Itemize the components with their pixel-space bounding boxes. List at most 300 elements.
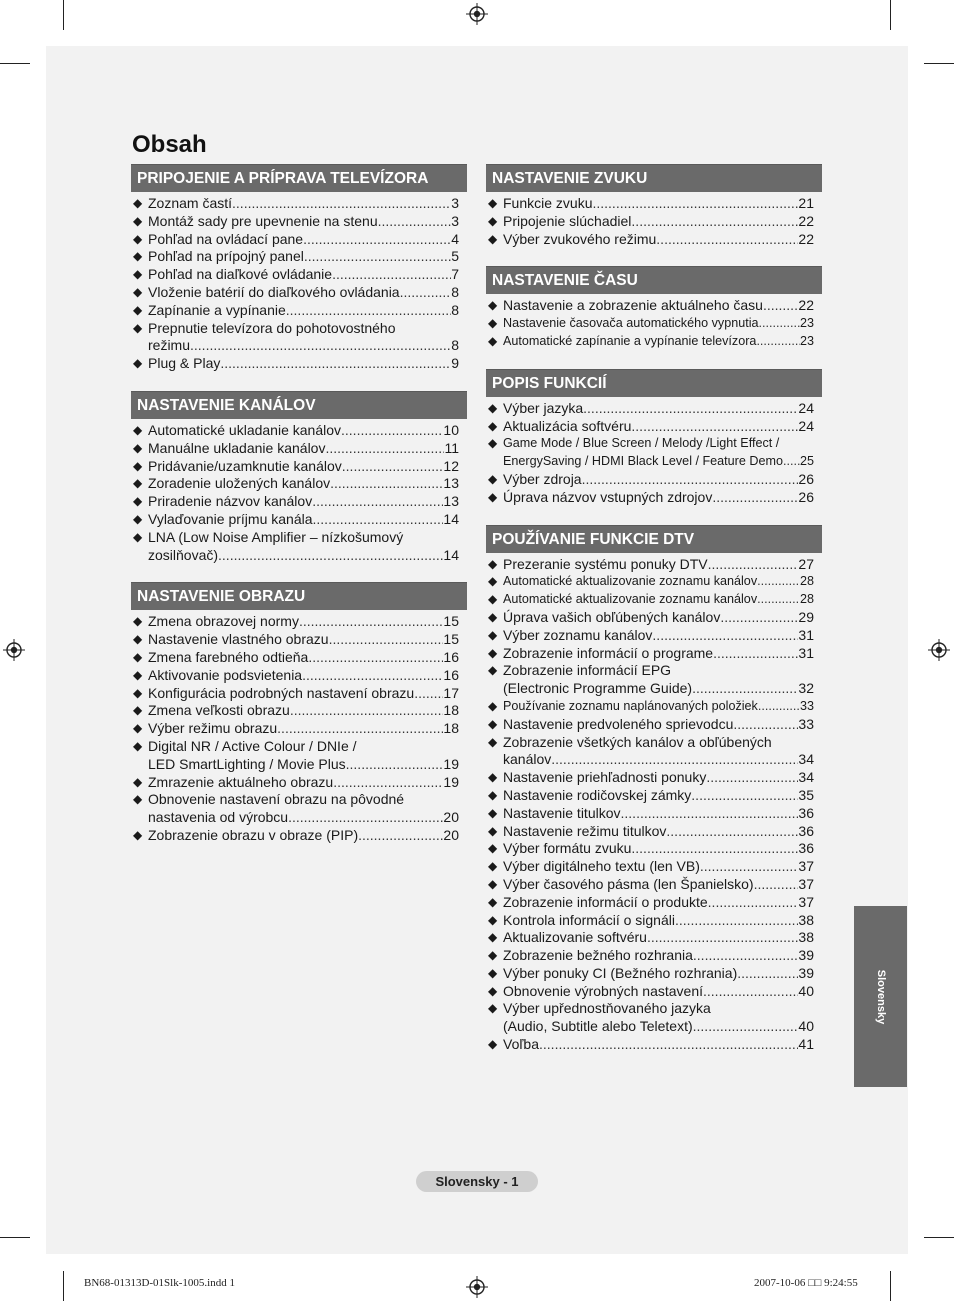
- toc-entry[interactable]: [488, 556, 814, 574]
- dot-leader: [666, 823, 798, 841]
- toc-page-number: 26: [798, 488, 814, 505]
- toc-entry-line: [148, 702, 459, 720]
- toc-page-number: 7: [451, 266, 459, 283]
- diamond-bullet-icon: ◆: [133, 721, 143, 736]
- toc-page-number: 20: [443, 809, 459, 826]
- dot-leader: [304, 248, 451, 266]
- toc-entry[interactable]: [488, 231, 814, 249]
- toc-entry[interactable]: [488, 213, 814, 231]
- diamond-bullet-icon: ◆: [133, 284, 143, 299]
- diamond-bullet-icon: ◆: [133, 511, 143, 526]
- toc-entry-line: [148, 302, 459, 320]
- toc-page-number: 10: [443, 421, 459, 438]
- dot-leader: [631, 418, 798, 436]
- toc-entry-line: [503, 195, 814, 213]
- toc-page-number: 26: [798, 470, 814, 487]
- toc-entry[interactable]: [133, 302, 459, 320]
- toc-entry-line: [148, 320, 459, 338]
- toc-entry-label: Úprava vašich obľúbených kanálov: [503, 608, 721, 625]
- toc-entry-line: [148, 195, 459, 213]
- toc-page-number: 32: [798, 680, 814, 697]
- toc-entry-label: Zmrazenie aktuálneho obrazu: [148, 773, 334, 790]
- toc-page-number: 33: [798, 715, 814, 732]
- dot-leader: [708, 556, 799, 574]
- toc-page-number: 5: [451, 248, 459, 265]
- diamond-bullet-icon: ◆: [488, 894, 498, 909]
- toc-entry-line: [148, 493, 459, 511]
- toc-section: [131, 164, 467, 373]
- toc-entry[interactable]: [133, 195, 459, 213]
- toc-entry[interactable]: [133, 422, 459, 440]
- section-heading: NASTAVENIE ZVUKU: [486, 164, 822, 192]
- toc-entry-line: [148, 631, 459, 649]
- toc-entry[interactable]: [488, 983, 814, 1001]
- dot-leader: [759, 315, 800, 333]
- toc-page-number: 39: [798, 947, 814, 964]
- toc-page-number: 11: [444, 439, 459, 456]
- toc-entry-line: [503, 983, 814, 1001]
- dot-leader: [763, 297, 798, 315]
- toc-page-number: 23: [799, 316, 814, 331]
- toc-entry-label: Obnovenie nastavení obrazu na pôvodné: [148, 791, 405, 808]
- toc-entry-line: [148, 422, 459, 440]
- toc-entry[interactable]: [133, 529, 459, 565]
- toc-section: [486, 266, 822, 350]
- toc-entry-line: [148, 547, 459, 565]
- dot-leader: [652, 627, 798, 645]
- dot-leader: [342, 458, 444, 476]
- toc-entry-line: [503, 1018, 814, 1036]
- diamond-bullet-icon: ◆: [133, 494, 143, 509]
- toc-entry[interactable]: [488, 609, 814, 627]
- toc-entry-label: Výber režimu obrazu: [148, 720, 278, 737]
- dot-leader: [757, 591, 800, 609]
- toc-entry-label: Výber formátu zvuku: [503, 840, 632, 857]
- toc-entry-line: [503, 400, 814, 418]
- toc-entry-list: [131, 192, 467, 373]
- diamond-bullet-icon: ◆: [133, 614, 143, 629]
- toc-entry-label: LED SmartLighting / Movie Plus: [148, 755, 346, 772]
- toc-entry[interactable]: [133, 440, 459, 458]
- crop-mark: [924, 63, 954, 64]
- toc-entry-label: Vylaďovanie príjmu kanála: [148, 510, 313, 527]
- diamond-bullet-icon: ◆: [488, 663, 498, 678]
- dot-leader: [220, 355, 451, 373]
- diamond-bullet-icon: ◆: [488, 418, 498, 433]
- toc-entry[interactable]: [133, 667, 459, 685]
- diamond-bullet-icon: ◆: [488, 876, 498, 891]
- toc-entry-label: Výber ponuky CI (Bežného rozhrania): [503, 964, 738, 981]
- toc-entry[interactable]: [488, 627, 814, 645]
- toc-entry-line: [503, 315, 814, 333]
- toc-entry[interactable]: [133, 720, 459, 738]
- toc-entry[interactable]: [133, 702, 459, 720]
- dot-leader: [332, 266, 451, 284]
- dot-leader: [313, 511, 444, 529]
- toc-entry-line: [148, 440, 459, 458]
- toc-section: [486, 369, 822, 507]
- toc-entry-line: [503, 573, 814, 591]
- diamond-bullet-icon: ◆: [488, 436, 498, 451]
- toc-entry-list: [131, 610, 467, 844]
- toc-entry-label: Voľba: [503, 1036, 540, 1053]
- toc-entry-line: [503, 471, 814, 489]
- toc-section: [131, 582, 467, 844]
- dot-leader: [693, 1018, 799, 1036]
- toc-entry-label: LNA (Low Noise Amplifier – nízkošumový: [148, 528, 404, 545]
- toc-entry-line: [148, 667, 459, 685]
- toc-entry-label: Pripojenie slúchadiel: [503, 212, 632, 229]
- toc-entry-line: [503, 698, 814, 716]
- toc-entry[interactable]: [133, 774, 459, 792]
- dot-leader: [700, 858, 799, 876]
- toc-entry[interactable]: [133, 475, 459, 493]
- toc-page-number: 41: [798, 1036, 814, 1053]
- toc-entry[interactable]: [488, 965, 814, 983]
- toc-entry-label: Nastavenie vlastného obrazu: [148, 631, 329, 648]
- diamond-bullet-icon: ◆: [488, 556, 498, 571]
- toc-entry-line: [503, 734, 814, 752]
- diamond-bullet-icon: ◆: [133, 249, 143, 264]
- toc-entry[interactable]: [133, 284, 459, 302]
- diamond-bullet-icon: ◆: [488, 859, 498, 874]
- toc-entry-line: [148, 756, 459, 774]
- toc-entry-label: Manuálne ukladanie kanálov: [148, 439, 326, 456]
- toc-entry[interactable]: [488, 489, 814, 507]
- toc-page-number: 31: [798, 626, 814, 643]
- toc-page-number: 14: [443, 510, 459, 527]
- toc-entry[interactable]: [133, 493, 459, 511]
- dot-leader: [414, 685, 443, 703]
- toc-entry-line: [503, 609, 814, 627]
- toc-page-number: 37: [798, 893, 814, 910]
- toc-entry[interactable]: [488, 716, 814, 734]
- toc-section: [486, 525, 822, 1054]
- toc-entry-label: Používanie zoznamu naplánovaných položiek: [503, 698, 758, 713]
- toc-page-number: 8: [451, 301, 459, 318]
- dot-leader: [325, 440, 444, 458]
- dot-leader: [703, 983, 798, 1001]
- toc-entry-line: [148, 213, 459, 231]
- toc-entry[interactable]: [488, 894, 814, 912]
- toc-entry[interactable]: [488, 912, 814, 930]
- toc-entry-list: [486, 553, 822, 1054]
- toc-entry[interactable]: [488, 333, 814, 351]
- registration-mark-icon: [3, 639, 25, 661]
- toc-page-number: 38: [798, 929, 814, 946]
- toc-entry-label: Zobrazenie bežného rozhrania: [503, 947, 693, 964]
- diamond-bullet-icon: ◆: [488, 965, 498, 980]
- toc-entry[interactable]: [133, 266, 459, 284]
- diamond-bullet-icon: ◆: [133, 649, 143, 664]
- toc-page-number: 17: [443, 684, 459, 701]
- toc-entry[interactable]: [133, 511, 459, 529]
- toc-entry[interactable]: [488, 787, 814, 805]
- language-side-tab: [854, 906, 907, 1087]
- toc-entry-line: [503, 787, 814, 805]
- toc-entry[interactable]: [488, 1036, 814, 1054]
- diamond-bullet-icon: ◆: [488, 930, 498, 945]
- toc-entry[interactable]: [133, 320, 459, 356]
- toc-page-number: 12: [443, 457, 459, 474]
- diamond-bullet-icon: ◆: [488, 231, 498, 246]
- toc-entry-line: [503, 947, 814, 965]
- toc-entry-line: [148, 685, 459, 703]
- toc-entry[interactable]: [488, 734, 814, 770]
- toc-entry-line: [503, 751, 814, 769]
- toc-entry-label: Zmena veľkosti obrazu: [148, 702, 290, 719]
- toc-entry-line: [503, 453, 814, 471]
- toc-entry-label: Aktualizovanie softvéru: [503, 929, 647, 946]
- dot-leader: [308, 649, 443, 667]
- dot-leader: [713, 645, 798, 663]
- dot-leader: [288, 809, 443, 827]
- toc-entry-line: [148, 337, 459, 355]
- diamond-bullet-icon: ◆: [133, 267, 143, 282]
- crop-mark: [63, 0, 64, 30]
- toc-entry-line: [148, 511, 459, 529]
- toc-entry-line: [148, 791, 459, 809]
- diamond-bullet-icon: ◆: [133, 774, 143, 789]
- toc-entry-label: Výber zdroja: [503, 470, 582, 487]
- toc-entry[interactable]: [133, 649, 459, 667]
- diamond-bullet-icon: ◆: [133, 632, 143, 647]
- toc-entry[interactable]: [133, 213, 459, 231]
- toc-entry[interactable]: [488, 471, 814, 489]
- toc-entry-label: Nastavenie režimu titulkov: [503, 822, 667, 839]
- toc-entry[interactable]: [488, 195, 814, 213]
- toc-entry-line: [503, 965, 814, 983]
- dot-leader: [733, 716, 798, 734]
- toc-entry-label: Pridávanie/uzamknutie kanálov: [148, 457, 342, 474]
- diamond-bullet-icon: ◆: [133, 422, 143, 437]
- toc-entry-label: Zobrazenie všetkých kanálov a obľúbených: [503, 733, 772, 750]
- dot-leader: [783, 453, 800, 471]
- toc-entry[interactable]: [133, 458, 459, 476]
- toc-entry[interactable]: [488, 573, 814, 591]
- toc-page-number: 28: [799, 574, 814, 589]
- section-heading: NASTAVENIE ČASU: [486, 266, 822, 294]
- toc-entry-label: Funkcie zvuku: [503, 195, 593, 211]
- toc-entry-label: Výber jazyka: [503, 399, 584, 416]
- toc-entry[interactable]: [488, 418, 814, 436]
- toc-entry[interactable]: [133, 231, 459, 249]
- crop-mark: [63, 1271, 64, 1301]
- toc-entry-line: [148, 475, 459, 493]
- diamond-bullet-icon: ◆: [133, 703, 143, 718]
- diamond-bullet-icon: ◆: [488, 912, 498, 927]
- toc-entry[interactable]: [488, 805, 814, 823]
- toc-entry-label: Obnovenie výrobných nastavení: [503, 982, 704, 999]
- toc-entry[interactable]: [133, 738, 459, 774]
- diamond-bullet-icon: ◆: [488, 609, 498, 624]
- toc-entry[interactable]: [488, 297, 814, 315]
- dot-leader: [757, 573, 800, 591]
- toc-entry-label: Montáž sady pre upevnenie na stenu: [148, 212, 378, 229]
- dot-leader: [647, 929, 798, 947]
- toc-page-number: 15: [443, 631, 459, 648]
- toc-entry-line: [503, 435, 814, 453]
- diamond-bullet-icon: ◆: [488, 787, 498, 802]
- toc-entry-label: Game Mode / Blue Screen / Melody /Light Effect /: [503, 436, 780, 451]
- toc-entry[interactable]: [488, 591, 814, 609]
- diamond-bullet-icon: ◆: [488, 316, 498, 331]
- toc-entry-label: Prepnutie televízora do pohotovostného: [148, 319, 396, 336]
- toc-entry-label: Zapínanie a vypínanie: [148, 301, 286, 318]
- toc-page-number: 14: [443, 546, 459, 563]
- diamond-bullet-icon: ◆: [133, 738, 143, 753]
- toc-entry-label: Pohľad na prípojný panel: [148, 248, 304, 265]
- toc-page-number: 16: [443, 666, 459, 683]
- dot-leader: [378, 213, 452, 231]
- toc-page-number: 13: [443, 493, 459, 510]
- toc-page-number: 22: [798, 297, 814, 314]
- toc-entry-label: Kontrola informácií o signáli: [503, 911, 675, 928]
- dot-leader: [299, 613, 443, 631]
- dot-leader: [708, 894, 799, 912]
- toc-entry-line: [503, 556, 814, 574]
- toc-page-number: 36: [798, 822, 814, 839]
- toc-entry[interactable]: [488, 947, 814, 965]
- toc-entry[interactable]: [133, 685, 459, 703]
- toc-entry-label: Úprava názvov vstupných zdrojov: [503, 488, 713, 505]
- toc-entry[interactable]: [133, 827, 459, 845]
- diamond-bullet-icon: ◆: [133, 302, 143, 317]
- toc-entry[interactable]: [488, 823, 814, 841]
- toc-entry[interactable]: [488, 315, 814, 333]
- diamond-bullet-icon: ◆: [488, 400, 498, 415]
- toc-entry[interactable]: [488, 858, 814, 876]
- toc-page-number: 40: [798, 1018, 814, 1035]
- dot-leader: [302, 667, 443, 685]
- dot-leader: [692, 680, 798, 698]
- toc-entry[interactable]: [488, 662, 814, 698]
- toc-entry[interactable]: [133, 613, 459, 631]
- toc-entry-label: Výber časového pásma (len Španielsko): [503, 875, 754, 892]
- page-number-footer: Slovensky - 1: [416, 1171, 538, 1192]
- toc-entry[interactable]: [488, 769, 814, 787]
- toc-entry-label: kanálov: [503, 751, 552, 768]
- toc-entry-line: [503, 805, 814, 823]
- toc-page-number: 18: [443, 720, 459, 737]
- toc-entry[interactable]: [133, 355, 459, 373]
- dot-leader: [551, 751, 798, 769]
- toc-page-number: 28: [799, 592, 814, 607]
- toc-entry[interactable]: [488, 645, 814, 663]
- dot-leader: [232, 195, 451, 213]
- toc-entry-line: [503, 716, 814, 734]
- crop-mark: [924, 1237, 954, 1238]
- toc-page-number: 24: [798, 399, 814, 416]
- toc-entry-label: Nastavenie a zobrazenie aktuálneho času: [503, 297, 763, 314]
- toc-page-number: 36: [798, 804, 814, 821]
- toc-page-number: 34: [798, 769, 814, 786]
- toc-entry-label: Plug & Play: [148, 355, 221, 372]
- toc-entry[interactable]: [488, 840, 814, 858]
- dot-leader: [693, 947, 799, 965]
- diamond-bullet-icon: ◆: [488, 298, 498, 313]
- dot-leader: [303, 231, 451, 249]
- toc-entry-label: Pohľad na ovládací pane: [148, 230, 304, 247]
- diamond-bullet-icon: ◆: [488, 645, 498, 660]
- diamond-bullet-icon: ◆: [133, 792, 143, 807]
- toc-column-right: [486, 164, 822, 1072]
- diamond-bullet-icon: ◆: [133, 213, 143, 228]
- dot-leader: [218, 547, 443, 565]
- dot-leader: [720, 609, 798, 627]
- diamond-bullet-icon: ◆: [488, 1001, 498, 1016]
- dot-leader: [592, 195, 798, 213]
- toc-page-number: 38: [798, 911, 814, 928]
- toc-entry-label: Nastavenie priehľadnosti ponuky: [503, 769, 707, 786]
- section-heading: POUŽÍVANIE FUNKCIE DTV: [486, 525, 822, 553]
- toc-entry[interactable]: [488, 400, 814, 418]
- toc-page-number: 13: [443, 475, 459, 492]
- dot-leader: [358, 827, 443, 845]
- toc-entry-label: Prezeranie systému ponuky DTV: [503, 555, 708, 572]
- toc-page-number: 3: [451, 195, 459, 211]
- toc-entry[interactable]: [488, 876, 814, 894]
- toc-entry-line: [148, 529, 459, 547]
- dot-leader: [754, 876, 799, 894]
- toc-entry-label: režimu: [148, 337, 191, 354]
- crop-mark: [890, 0, 891, 30]
- dot-leader: [329, 631, 444, 649]
- toc-entry-line: [503, 213, 814, 231]
- toc-page-number: 8: [451, 283, 459, 300]
- toc-entry[interactable]: [488, 435, 814, 471]
- crop-mark: [0, 63, 30, 64]
- dot-leader: [631, 213, 798, 231]
- toc-page-number: 4: [451, 230, 459, 247]
- toc-page-number: 37: [798, 875, 814, 892]
- toc-page-number: 35: [798, 786, 814, 803]
- toc-entry[interactable]: [488, 1000, 814, 1036]
- toc-entry-list: [486, 397, 822, 507]
- slug-timestamp: 2007-10-06 □□ 9:24:55: [754, 1277, 858, 1289]
- dot-leader: [756, 333, 800, 351]
- diamond-bullet-icon: ◆: [488, 983, 498, 998]
- diamond-bullet-icon: ◆: [133, 685, 143, 700]
- diamond-bullet-icon: ◆: [488, 489, 498, 504]
- toc-entry-line: [503, 591, 814, 609]
- dot-leader: [583, 400, 798, 418]
- toc-section: [131, 391, 467, 564]
- toc-page-number: 19: [443, 773, 459, 790]
- toc-page-number: 31: [798, 644, 814, 661]
- toc-entry[interactable]: [488, 698, 814, 716]
- toc-entry-label: Automatické ukladanie kanálov: [148, 421, 342, 438]
- section-heading: NASTAVENIE OBRAZU: [131, 582, 467, 610]
- toc-entry[interactable]: [133, 248, 459, 266]
- toc-entry[interactable]: [488, 929, 814, 947]
- toc-page-number: 39: [798, 964, 814, 981]
- toc-entry-line: [503, 929, 814, 947]
- dot-leader: [290, 702, 444, 720]
- toc-entry-line: [503, 627, 814, 645]
- toc-entry-label: nastavenia od výrobcu: [148, 809, 289, 826]
- dot-leader: [621, 805, 799, 823]
- toc-entry[interactable]: [133, 791, 459, 827]
- toc-entry-label: Automatické aktualizovanie zoznamu kanálov: [503, 574, 758, 589]
- toc-entry[interactable]: [133, 631, 459, 649]
- dot-leader: [706, 769, 798, 787]
- toc-entry-line: [148, 458, 459, 476]
- toc-page-number: 15: [443, 613, 459, 630]
- toc-entry-label: Výber zvukového režimu: [503, 230, 657, 247]
- dot-leader: [691, 787, 798, 805]
- diamond-bullet-icon: ◆: [133, 196, 143, 210]
